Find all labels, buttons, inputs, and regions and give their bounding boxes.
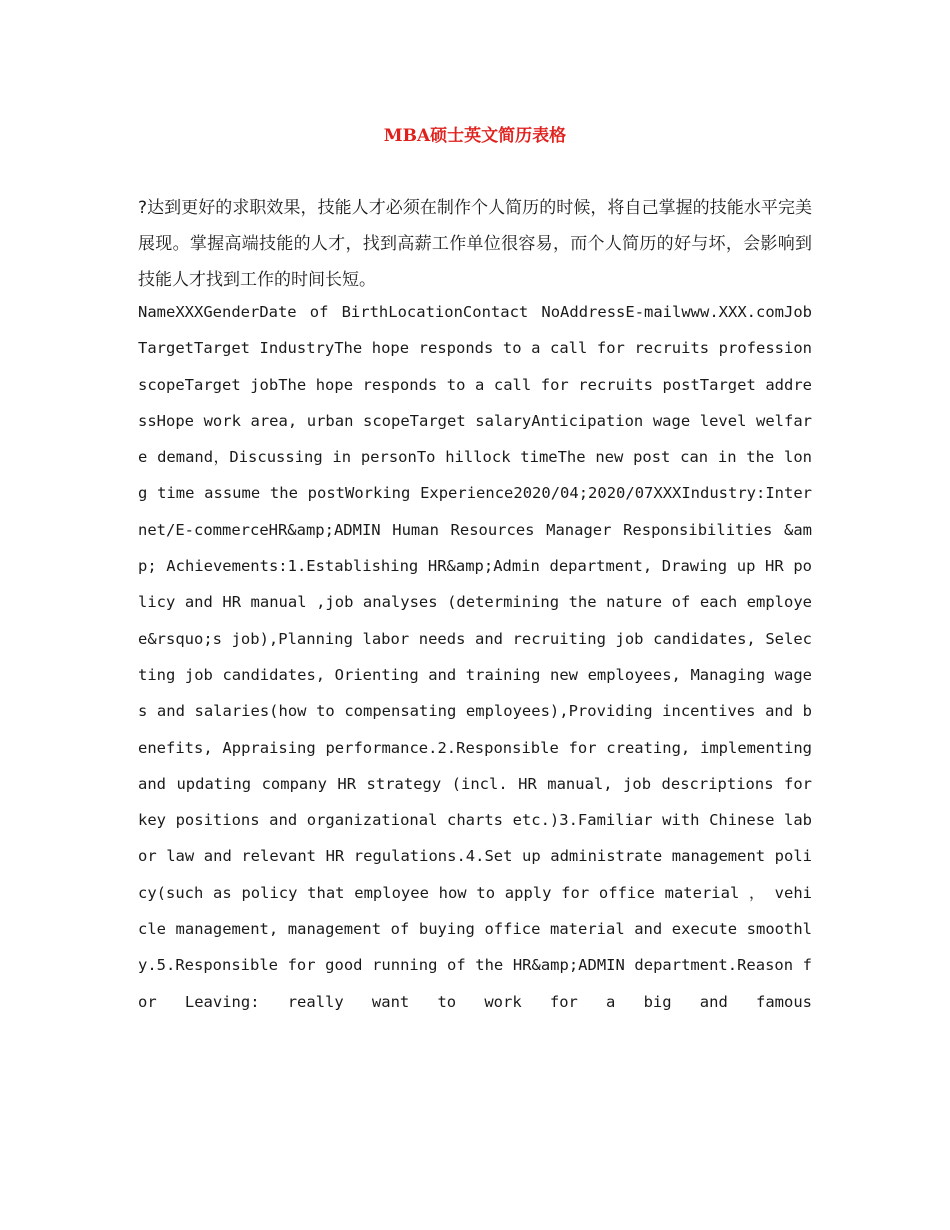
intro-paragraph: ?达到更好的求职效果，技能人才必须在制作个人简历的时候，将自己掌握的技能水平完美展现。掌握高端技能的人才，找到高薪工作单位很容易，而个人简历的好与坏，会影响到技能人才找到工作的时间长短。 <box>138 198 812 290</box>
document-title: MBA硕士英文简历表格 <box>383 126 567 146</box>
resume-body-text: NameXXXGenderDate of BirthLocationContact NoAddressE-mailwww.XXX.comJob TargetTarget IndustryThe hope responds to a call for recruits profession scopeTarget jobThe hope responds to a call for recruits postTarget addressHope work area, urban scopeTarget salaryAnticipation wage level welfare demand，Discussing in personTo hillock timeThe new post can in the long time assume the postWorking Experience2020/04;2020/07XXXIndustry:Internet/E-commerceHR&amp;ADMIN Human Resources Manager Responsibilities &amp; Achievements:1.Establishing HR&amp;Admin department, Drawing up HR policy and HR manual ,job analyses (determining the nature of each employee&rsquo;s job),Planning labor needs and recruiting job candidates, Selecting job candidates, Orienting and training new employees, Managing wages and salaries(how to compensating employees),Providing incentives and benefits, Appraising performance.2.Responsible for creating, implementing and updating company HR strategy (incl. HR manual, job descriptions for key positions and organizational charts etc.)3.Familiar with Chinese labor law and relevant HR regulations.4.Set up administrate management policy(such as policy that employee how to apply for office material ， vehicle management, management of buying office material and execute smoothly.5.Responsible for good running of the HR&amp;ADMIN department.Reason for Leaving: really want to work for a big and famous <box>138 303 812 1011</box>
